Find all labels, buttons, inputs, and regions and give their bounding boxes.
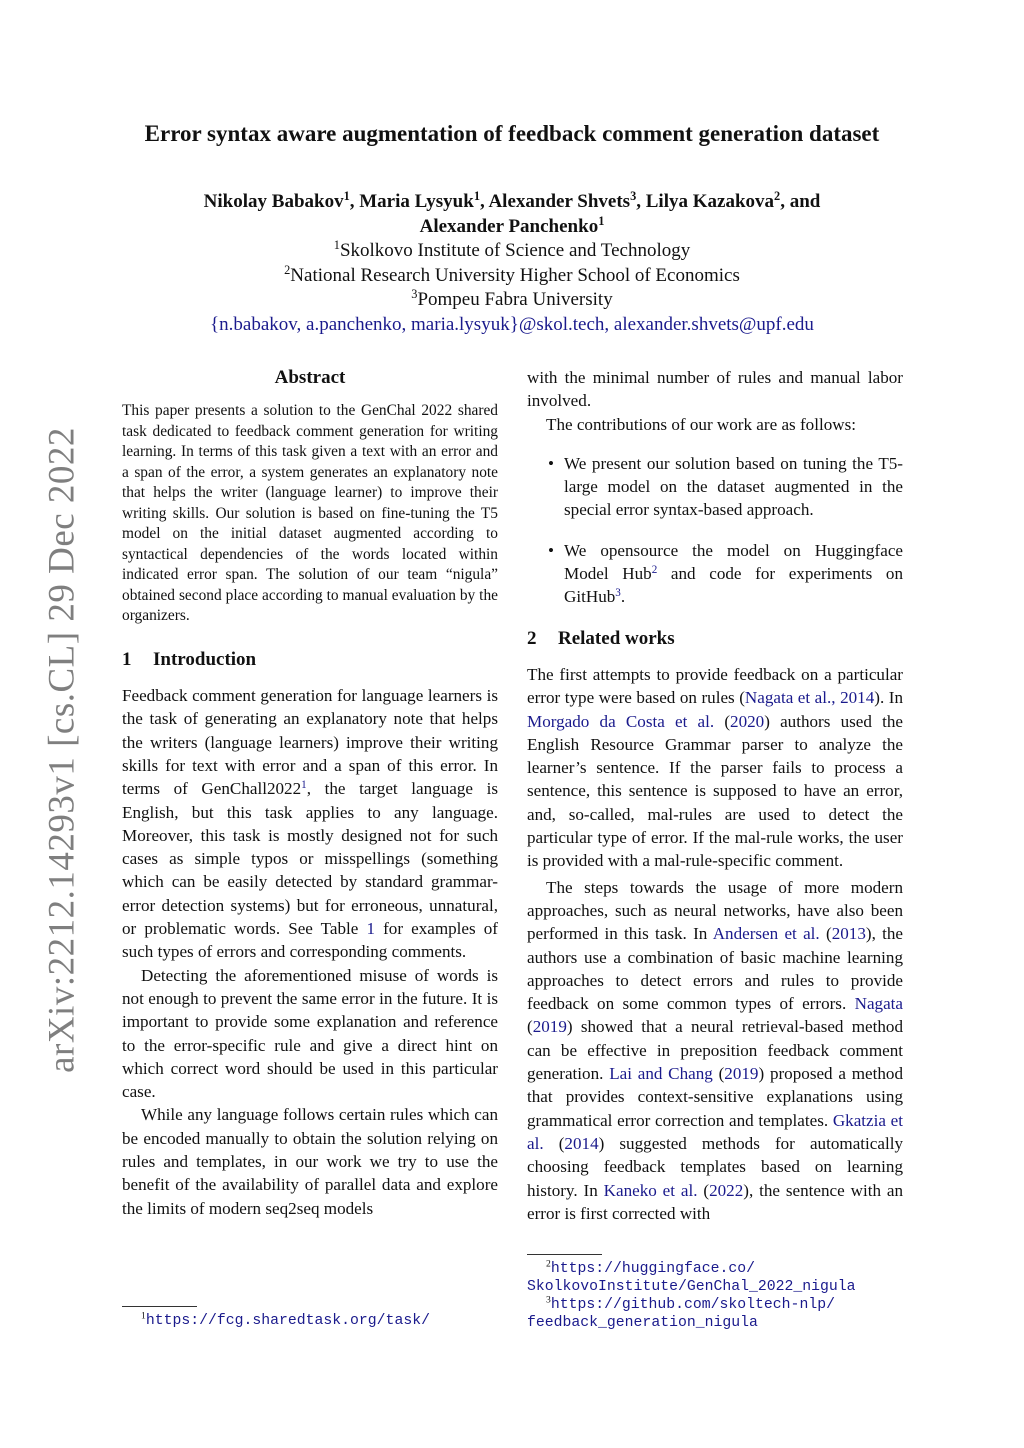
bullet-text: We present our solution based on tuning the T5-large model on the dataset augmented in the special error syntax-based approach. [564, 453, 903, 520]
citation-year-link[interactable]: 2013 [831, 924, 866, 944]
author-list [120, 189, 904, 239]
citation-year-link[interactable]: 2014 [564, 1133, 599, 1153]
footnote-2 [527, 1260, 903, 1296]
section-number: 1 [122, 648, 132, 670]
related-paragraph-1 [527, 663, 903, 873]
table-reference[interactable]: 1 [366, 919, 376, 939]
citation-link[interactable]: Lai and Chang [609, 1064, 713, 1084]
intro-paragraph-1 [122, 684, 498, 964]
author-name: Lilya Kazakova [645, 191, 775, 212]
paragraph-text: Feedback comment generation for language learners is the task of generating an explanatory note that helps the writers (language learners) improve their writing skills for text with error and a span of this error. In terms of GenChall2022 [122, 686, 498, 799]
footnote-mark[interactable]: 3 [615, 587, 621, 600]
affiliation [120, 288, 904, 313]
paragraph-text: The first attempts to provide feedback on a particular error type were based on rules ( [527, 664, 903, 708]
footnote-number: 3 [546, 1294, 551, 1306]
footnote-1 [122, 1312, 498, 1331]
footnote-rule [122, 1306, 197, 1307]
footnote-number: 2 [546, 1258, 551, 1270]
intro-paragraph-3: While any language follows certain rules which can be encoded manually to obtain the solution relying on rules and templates, in our work we try to use the benefit of the availability of parallel data and explore the limits of modern seq2seq models [122, 1105, 498, 1218]
abstract-text: This paper presents a solution to the GenChal 2022 shared task dedicated to feedback comment generation for writing learning. In terms of this task given a text with an error and a span of the error, a system generates an explanatory note that helps the writer (language learner) to improve their writing skills. Our solution is based on fine-tuning the T5 model on the initial dataset augmented according to syntactical dependencies of the words located within indicated error span. The solution of our team “nigula” obtained second place according to manual evaluation by the organizers. [122, 402, 498, 625]
footnote-number: 1 [141, 1310, 146, 1322]
author-affiliation-mark: 1 [473, 189, 480, 204]
paragraph-text: ) authors used the English Resource Grammar parser to analyze the learner’s sentence. If the parser fails to process a sentence, this sentence is supposed to have an error, and, so-called, mal-rules are used to detect the particular type of error. If the mal-rule works, the user is provided with a mal-rule-specific comment. [527, 711, 903, 871]
author-name: Alexander Panchenko [419, 216, 599, 237]
citation-link[interactable]: Morgado da Costa et al. [527, 711, 715, 731]
affiliation-mark: 1 [333, 238, 340, 253]
right-column [527, 366, 903, 1225]
footnote-url-continued[interactable]: SkolkovoInstitute/GenChal_2022_nigula [527, 1278, 856, 1295]
left-column [122, 366, 498, 1220]
author-name: Maria Lysyuk [359, 191, 474, 212]
related-paragraph-2: The steps towards the usage of more modern approaches, such as neural networks, have also been performed in this task. In Andersen et al. (2013), the authors use a combination of basic machine learning approaches to detect errors and rules to provide feedback on some common types of errors. Nagata (2019) showed that a neural retrieval-based method can be effective in preposition feedback comment generation. Lai and Chang (2019) proposed a method that provides context-sensitive explanations using grammatical error correction and templates. Gkatzia et al. (2014) suggested methods for automatically choosing feedback templates based on learning history. In Kaneko et al. (2022), the sentence with an error is first corrected with [527, 877, 904, 1223]
author-emails[interactable]: {n.babakov, a.panchenko, maria.lysyuk}@skol.tech, alexander.shvets@upf.edu [210, 313, 814, 335]
section-heading-related-works [527, 627, 903, 650]
footnote-url[interactable]: https://github.com/skoltech-nlp/ [550, 1297, 835, 1313]
paragraph-text: , the authors use a combination of basic machine learning approaches to detect errors and rules to provide feedback on some common types of errors. [527, 924, 904, 1014]
citation-link[interactable]: Gkatzia et al. [527, 1110, 904, 1153]
intro-paragraph-3-continued: with the minimal number of rules and manual labor involved. [527, 368, 903, 411]
affiliation [120, 264, 904, 289]
author-line-2 [120, 214, 904, 239]
affiliation-name: Pompeu Fabra University [417, 289, 613, 310]
abstract-heading: Abstract [274, 367, 346, 388]
intro-paragraph-2: Detecting the aforementioned misuse of words is not enough to prevent the same error in the future. It is important to provide some explanation and reference to the error-specific rule and give a direct hint on which correct word should be used in this particular case. [122, 965, 498, 1102]
footnote-3 [527, 1296, 903, 1332]
arxiv-identifier: arXiv:2212.14293v1 [cs.CL] 29 Dec 2022 [41, 427, 83, 1073]
bullet-text: and code for experiments on GitHub [564, 564, 903, 607]
contribution-item [527, 539, 903, 609]
citation-link[interactable]: Nagata et al., 2014 [744, 688, 875, 708]
contributions-intro: The contributions of our work are as follows: [546, 414, 856, 434]
affiliation-name: National Research University Higher School of Economics [290, 264, 740, 286]
author-separator: , [636, 191, 646, 212]
citation-year-link[interactable]: 2022 [709, 1180, 744, 1200]
author-affiliation-mark: 1 [598, 214, 605, 229]
citation-link[interactable]: Nagata [854, 994, 903, 1014]
footnote-url[interactable]: https://fcg.sharedtask.org/task/ [145, 1313, 430, 1329]
author-name: Nikolay Babakov [203, 191, 344, 212]
author-line-1 [120, 189, 904, 214]
paragraph-text: ( [714, 711, 731, 731]
footnote-mark[interactable]: 1 [301, 779, 307, 792]
affiliation-mark: 3 [411, 287, 418, 302]
citation-link[interactable]: Kaneko et al. [603, 1180, 698, 1200]
contribution-item [527, 452, 903, 522]
affiliation-list [120, 239, 904, 337]
bullet-text: We opensource the model on Huggingface Model Hub [564, 540, 903, 584]
footnote-url[interactable]: https://huggingface.co/ [550, 1261, 756, 1277]
bullet-text: . [620, 587, 626, 607]
section-title: Related works [558, 627, 675, 649]
paragraph-text: ). In [874, 688, 903, 708]
affiliation [120, 239, 904, 264]
citation-link[interactable]: Andersen et al. [712, 924, 820, 944]
citation-year-link[interactable]: 2019 [724, 1064, 759, 1084]
citation-year-link[interactable]: 2019 [532, 1017, 567, 1037]
paragraph-text: , the target language is English, but this task applies to any language. Moreover, this task is mostly designed not for such cases as simple typos or misspellings (something which can be easily detected by standard grammar-error detection systems) but for erroneous, unnatural, or problematic words. See Table [122, 779, 498, 939]
citation-year-link[interactable]: 2020 [730, 711, 765, 731]
section-title: Introduction [153, 648, 257, 670]
author-affiliation-mark: 1 [343, 189, 350, 204]
footnote-rule [527, 1254, 602, 1255]
footnote-url-continued[interactable]: feedback_generation_nigula [527, 1314, 758, 1331]
author-affiliation-mark: 2 [774, 189, 781, 204]
section-number: 2 [527, 627, 537, 649]
paragraph-text: The steps towards the usage of more modern approaches, such as neural networks, have also been performed in this task. In [527, 877, 903, 944]
paragraph-text: , the sentence with an error is first corrected with [527, 1180, 903, 1223]
paper-title: Error syntax aware augmentation of feedback comment generation dataset [144, 121, 880, 146]
footnote-mark[interactable]: 2 [651, 563, 658, 576]
section-heading-introduction [122, 648, 498, 671]
paragraph-text: proposed a method that provides context-sensitive explanations using grammatical error correction and templates. [527, 1064, 903, 1130]
paragraph-text: suggested methods for automatically choosing feedback templates based on learning history. In [527, 1133, 903, 1200]
author-name: Alexander Shvets [488, 191, 631, 212]
affiliation-name: Skolkovo Institute of Science and Technology [339, 240, 691, 261]
paragraph-text: showed that a neural retrieval-based method can be effective in preposition feedback comment generation. [527, 1017, 903, 1084]
contributions-list [527, 452, 903, 609]
paragraph-text: for examples of such types of errors and corresponding comments. [122, 919, 499, 962]
author-separator: , [349, 191, 360, 212]
affiliation-mark: 2 [284, 262, 291, 277]
author-separator: , and [780, 191, 821, 212]
author-affiliation-mark: 3 [630, 189, 637, 204]
author-separator: , [479, 191, 489, 212]
